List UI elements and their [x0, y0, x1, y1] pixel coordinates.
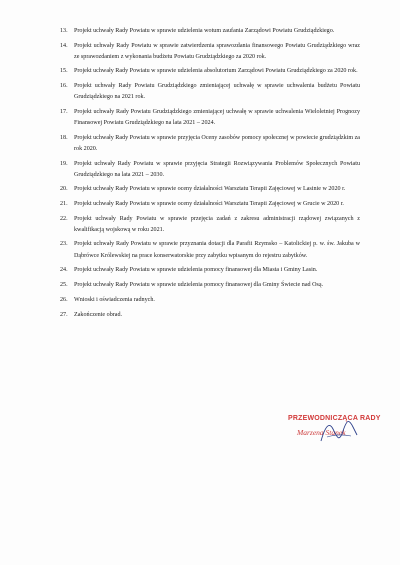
agenda-item-text: Projekt uchwały Rady Powiatu w sprawie udzielenia absolutorium Zarządowi Powiatu Grudziądzkiego za 2020 rok. [74, 68, 358, 75]
agenda-item-text: Projekt uchwały Rady Powiatu w sprawie zatwierdzenia sprawozdania finansowego Powiatu Grudziądzkiego wraz ze sprawozdaniem z wykonania budżetu Powiatu Grudziądzkiego za 2020 rok. [74, 42, 360, 60]
handwritten-signature-icon [319, 417, 359, 447]
agenda-item [60, 66, 360, 77]
agenda-item-number: 26. [60, 296, 68, 303]
agenda-item-number: 16. [60, 83, 68, 90]
agenda-list [60, 26, 360, 325]
agenda-item-number: 19. [60, 160, 68, 167]
agenda-item-text: Zakończenie obrad. [74, 311, 123, 318]
agenda-item-number: 21. [60, 200, 68, 207]
agenda-item [60, 239, 360, 261]
agenda-item [60, 184, 360, 195]
agenda-item-number: 22. [60, 215, 68, 222]
agenda-item [60, 265, 360, 276]
agenda-item [60, 107, 360, 129]
agenda-item-text: Projekt uchwały Rady Powiatu w sprawie przyznania dotacji dla Parafii Rzymsko – Katolickiej p. w. św. Jakuba w Dąbrówce Królewskiej na prace konserwatorskie przy zabytku wpisanym do rejestru zabytków. [74, 241, 360, 259]
agenda-item-text: Wnioski i oświadczenia radnych. [74, 296, 155, 303]
agenda-item-number: 25. [60, 281, 68, 288]
agenda-item-number: 18. [60, 134, 68, 141]
agenda-item-text: Projekt uchwały Rady Powiatu Grudziądzkiego zmieniającej uchwałę w sprawie uchwalenia budżetu Powiatu Grudziądzkiego na 2021 rok. [74, 83, 360, 101]
agenda-item-text: Projekt uchwały Rady Powiatu w sprawie przejęcia zadań z zakresu administracji rządowej związanych z kwalifikacją wojskową w roku 2021. [74, 215, 360, 233]
agenda-item [60, 41, 360, 63]
signature-name: Marzena Stanek [297, 428, 346, 437]
signature-title: PRZEWODNICZĄCA RADY [288, 415, 381, 422]
agenda-item-text: Projekt uchwały Rady Powiatu Grudziądzkiego zmieniającej uchwałę w sprawie uchwalenia Wieloletniej Prognozy Finansowej Powiatu Grudziądzkiego na lata 2021 – 2024. [74, 108, 360, 127]
agenda-item-number: 15. [60, 68, 68, 75]
agenda-item-number: 27. [60, 311, 68, 318]
agenda-item [60, 310, 360, 321]
agenda-item-number: 13. [60, 28, 68, 34]
agenda-item-text: Projekt uchwały Rady Powiatu w sprawie przyjęcia Strategii Rozwiązywania Problemów Społecznych Powiatu Grudziądzkiego na lata 2021 – 2030. [74, 160, 360, 178]
agenda-item-text: Projekt uchwały Rady Powiatu w sprawie udzielenia wotum zaufania Zarządowi Powiatu Grudziądzkiego. [74, 28, 335, 34]
agenda-item [60, 295, 360, 306]
agenda-item [60, 26, 360, 37]
agenda-item-text: Projekt uchwały Rady Powiatu w sprawie udzielenia pomocy finansowej dla Gminy Świecie nad Osą. [74, 281, 324, 288]
agenda-item [60, 280, 360, 291]
agenda-item [60, 133, 360, 155]
agenda-item-text: Projekt uchwały Rady Powiatu w sprawie udzielenia pomocy finansowej dla Miasta i Gminy Lasin. [74, 267, 318, 274]
agenda-item-number: 23. [60, 241, 68, 248]
agenda-item [60, 159, 360, 181]
agenda-item-text: Projekt uchwały Rady Powiatu w sprawie oceny działalności Warsztatu Terapii Zajęciowej w Lasinie w 2020 r. [74, 186, 346, 193]
agenda-item-text: Projekt uchwały Rady Powiatu w sprawie oceny działalności Warsztatu Terapii Zajęciowej w Grucie w 2020 r. [74, 200, 344, 207]
agenda-item-number: 20. [60, 186, 68, 193]
agenda-item [60, 81, 360, 103]
agenda-item [60, 199, 360, 210]
agenda-item-number: 17. [60, 108, 68, 115]
agenda-item-number: 24. [60, 267, 68, 274]
signature-stamp [283, 415, 393, 455]
agenda-item [60, 214, 360, 236]
agenda-item-number: 14. [60, 42, 68, 49]
agenda-item-text: Projekt uchwały Rady Powiatu w sprawie przyjęcia Oceny zasobów pomocy społecznej w powiecie grudziądzkim za rok 2020. [74, 134, 360, 152]
